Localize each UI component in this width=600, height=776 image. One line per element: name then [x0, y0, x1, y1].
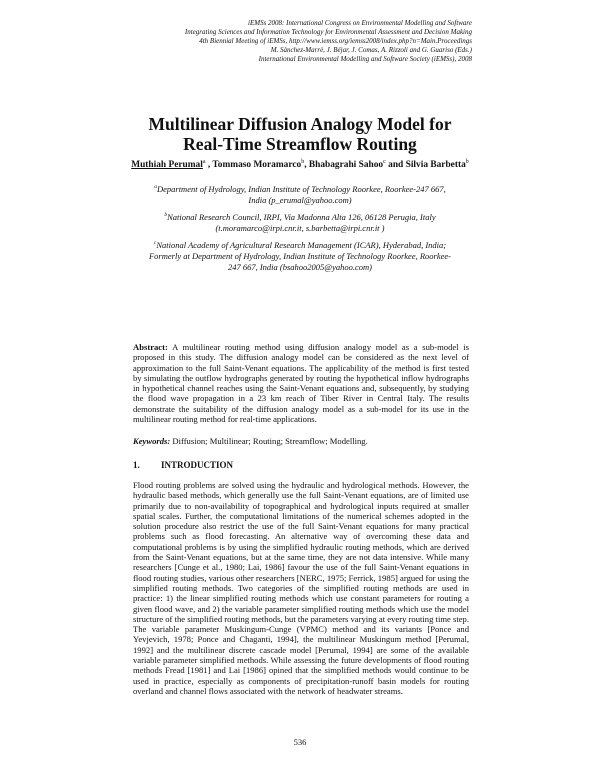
affiliation-line: $^c$National Academy of Agricultural Research Management (ICAR), Hyderabad, India; — [153, 239, 447, 250]
author-separator: , — [304, 160, 309, 171]
author-affiliation-mark: a — [202, 159, 206, 165]
affiliation-line: India (p_erumal@yahoo.com) — [248, 194, 352, 205]
affiliation — [135, 238, 465, 273]
page-number: 536 — [293, 737, 307, 747]
affiliation-mark: a — [154, 184, 157, 190]
affiliation — [135, 182, 465, 206]
header-line: iEMSs 2008: International Congress on Environmental Modelling and Software — [248, 19, 472, 27]
header-line: Integrating Sciences and Information Technology for Environmental Assessment and Decision Making — [184, 27, 472, 36]
title-line-1: Multilinear Diffusion Analogy Model for — [148, 114, 452, 134]
keywords-text: Diffusion; Multilinear; Routing; Streamflow; Modelling. — [170, 436, 368, 446]
affiliation — [135, 210, 465, 234]
keywords — [133, 436, 469, 446]
author-name: Bhabagrahi Sahoo — [308, 160, 384, 171]
author-list — [0, 159, 600, 170]
author-name: Muthiah Perumal — [131, 160, 203, 171]
author-affiliation-mark: b — [465, 159, 469, 165]
author-name: Tommaso Moramarco — [212, 160, 302, 171]
header-line: 4th Biennial Meeting of iEMSs, http://www.iemss.org/iemss2008/index.php?n=Main.Proceedings — [199, 36, 472, 45]
section-heading — [133, 460, 233, 470]
affiliation-line: $^b$National Research Council, IRPI, Via Madonna Alta 126, 06128 Perugia, Italy — [164, 211, 436, 222]
author-name: Silvia Barbetta — [405, 160, 466, 171]
keywords-label: Keywords: — [133, 436, 171, 446]
abstract-label: Abstract: — [133, 342, 168, 352]
title-line-2: Real-Time Streamflow Routing — [183, 134, 417, 154]
header-line: International Environmental Modelling and Software Society (iEMSs), 2008 — [258, 54, 472, 63]
section-number: 1. — [133, 460, 140, 470]
affiliation-mark: b — [164, 212, 168, 218]
affiliation-line: $^a$Department of Hydrology, Indian Institute of Technology Roorkee, Roorkee-247 667, — [154, 183, 446, 194]
conference-header — [52, 19, 472, 64]
affiliation-mark: c — [153, 240, 157, 246]
author-separator: and — [385, 160, 406, 171]
abstract-text: A multilinear routing method using diffusion analogy model as a sub-model is proposed in this study. The diffusion analogy model can be considered as the next level of approximation to the full Saint-Venant equations. The applicability of the method is first tested by simulating the outflow hydrographs generated by routing the hypothetical inflow hydrographs in hypothetical channel reaches using the Saint-Venant equations and, subsequently, by studying the flood wave propagation in a 23 km reach of Tiber River in Central Italy. The results demonstrate the suitability of the diffusion analogy model as a sub-model for its use in the multilinear routing method for real-time applications. — [133, 342, 469, 425]
author-affiliation-mark: c — [383, 159, 386, 165]
header-line: M. Sànchez-Marrè, J. Béjar, J. Comas, A. Rizzoli and G. Guariso (Eds.) — [270, 45, 472, 54]
section-title: INTRODUCTION — [161, 460, 234, 470]
author-separator: , — [205, 160, 213, 171]
affiliation-line: (t.moramarco@irpi.cnr.it, s.barbetta@irpi.cnr.it ) — [215, 222, 385, 233]
paper-title — [0, 114, 600, 154]
introduction-paragraph: Flood routing problems are solved using the hydraulic and hydrological methods. However, the hydraulic based methods, which generally use the full Saint-Venant equations, are of limited use primarily due to non-availability of topographical and hydrological inputs required at smaller spatial scales. Further, the computational limitations of the numerical schemes adopted in the solution procedure also restrict the use of the full Saint-Venant equations for many practical problems such as flood forecasting. An alternative way of overcoming these data and computational problems is by using the simplified hydraulic routing methods, which are derived from the Saint-Venant equations, but at the same time, they are not data intensive. While many researchers [Cunge et al., 1980; Lai, 1986] favour the use of the full Saint-Venant equations in flood routing studies, various other researchers [NERC, 1975; Ferrick, 1985] argued for using the simplified routing methods. Two categories of the simplified routing methods are used in practice: 1) the linear simplified routing methods which use constant parameters for routing a given flood wave, and 2) the variable parameter simplified routing methods which use the model structure of the simplified routing methods, but the parameters varying at every routing time step. The variable parameter Muskingum-Cunge (VPMC) method and its variants [Ponce and Yevjevich, 1978; Ponce and Chaganti, 1994], the multilinear Muskingum method [Perumal, 1992] and the multilinear discrete cascade model [Perumal, 1994] are some of the available variable parameter simplified methods. While assessing the future developments of flood routing methods Fread [1981] and Lai [1986] opined that the simplified methods would continue to be used in practice, especially as components of precipitation-runoff basin models for routing overland and channel flows associated with the network of headwater streams. — [133, 480, 469, 696]
affiliation-line: 247 667, India (bsahoo2005@yahoo.com) — [227, 261, 373, 272]
abstract — [133, 342, 469, 424]
affiliation-line: Formerly at Department of Hydrology, Indian Institute of Technology Roorkee, Roorkee- — [148, 250, 451, 261]
author-affiliation-mark: b — [301, 159, 305, 165]
